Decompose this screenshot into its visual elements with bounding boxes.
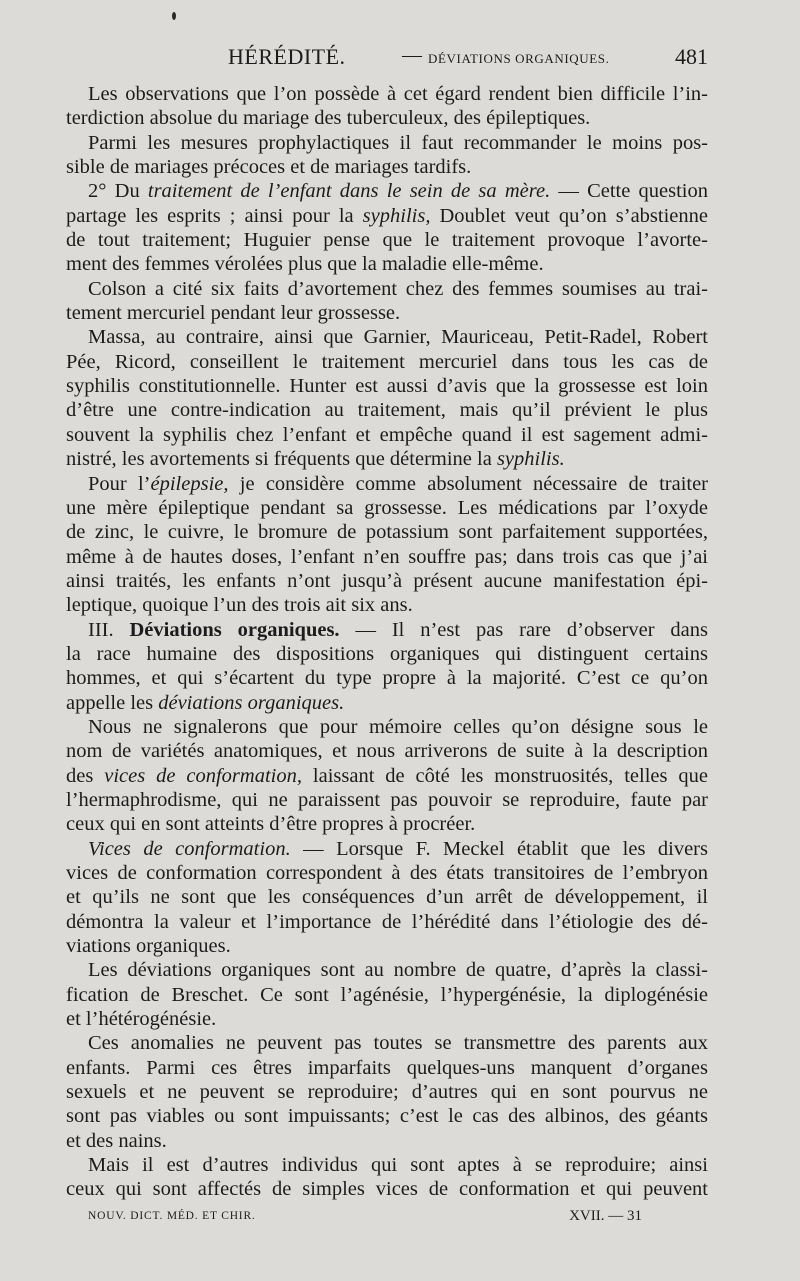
text-line: et qu’ils ne sont que les conséquences d’un arrêt de développement, il (66, 886, 708, 909)
text-line (66, 447, 708, 471)
text-line: Les observations que l’on possède à cet égard rendent bien difficile l’in- (88, 83, 708, 105)
text-run: Pour l’ (88, 472, 151, 495)
text-run: 2° Du (88, 180, 148, 203)
text-line (66, 204, 708, 228)
text-run: partage les esprits ; ainsi pour la (66, 204, 363, 227)
italic-run: épilepsie, (150, 472, 229, 495)
text-line: fication de Breschet. Ce sont l’agénésie, l’hypergénésie, la diplogénésie (66, 983, 708, 1006)
header-subtitle: DÉVIATIONS ORGANIQUES. (428, 51, 610, 66)
footer-volume: XVII. — 31 (569, 1208, 642, 1224)
text-line: même à de hautes doses, l’enfant n’en souffre pas; dans trois cas que j’ai (66, 545, 708, 568)
text-line (66, 472, 708, 496)
bold-run: Déviations organiques. (129, 618, 340, 641)
text-run: je considère comme absolument nécessaire de traiter (228, 472, 708, 495)
header-title: HÉRÉDITÉ. (228, 44, 346, 69)
italic-run: vices de conformation, (104, 764, 302, 787)
text-line: leptique, quoique l’un des trois ait six ans. (66, 594, 413, 617)
text-line: souvent la syphilis chez l’enfant et empêche quand il est sagement admi- (66, 423, 708, 446)
text-line: tement mercuriel pendant leur grossesse. (66, 302, 401, 325)
text-run: — Il n’est pas rare d’observer dans (339, 618, 708, 641)
text-line: d’être une contre-indication au traitement, mais qu’il prévient le plus (66, 399, 708, 422)
text-line: et des nains. (66, 1129, 167, 1152)
text-line: sont pas viables ou sont impuissants; c’est le cas des albinos, des géants (66, 1105, 708, 1128)
text-line: vices de conformation correspondent à des états transitoires de l’embryon (66, 862, 708, 884)
text-line: Colson a cité six faits d’avortement chez des femmes soumises au trai- (88, 277, 708, 300)
text-run: laissant de côté les monstruosités, telles que (301, 764, 708, 787)
text-run: — Cette question (550, 180, 708, 203)
italic-run: syphilis, (362, 204, 431, 227)
text-line: une mère épileptique pendant sa grossesse. Les médications par l’oxyde (66, 496, 708, 519)
text-run: Doublet veut qu’on s’abstienne (430, 204, 708, 227)
text-line: sexuels et ne peuvent se reproduire; d’autres qui en sont pourvus ne (66, 1081, 708, 1104)
text-line (66, 179, 708, 203)
text-run: appelle les (66, 691, 159, 714)
italic-run: traitement de l’enfant dans le sein de sa mère. (147, 180, 551, 203)
text-run: III. (88, 618, 130, 641)
text-line: viations organiques. (66, 935, 231, 958)
page-footer (88, 1210, 642, 1230)
page-number: 481 (675, 44, 708, 69)
text-line: terdiction absolue du mariage des tuberculeux, des épileptiques. (66, 107, 591, 130)
text-line: Parmi les mesures prophylactiques il faut recommander le moins pos- (88, 131, 708, 154)
text-line: ceux qui en sont atteints d’être propres à procréer. (66, 813, 476, 836)
text-line: hommes, et qui s’écartent du type propre à la majorité. C’est ce qu’on (66, 667, 708, 690)
text-line: Pée, Ricord, conseillent le traitement mercuriel dans tous les cas de (66, 350, 708, 373)
text-line (66, 837, 708, 861)
text-line (66, 618, 708, 642)
ink-speck (172, 12, 176, 20)
body-text (66, 82, 708, 1202)
text-line: la race humaine des dispositions organiques qui distinguent certains (66, 642, 708, 665)
text-line: nom de variétés anatomiques, et nous arriverons de suite à la description (66, 740, 708, 763)
footer-signature: NOUV. DICT. MÉD. ET CHIR. (88, 1210, 256, 1222)
text-line (66, 764, 708, 788)
italic-run: Vices de conformation. (88, 837, 291, 860)
text-line (66, 691, 708, 715)
text-line: ceux qui sont affectés de simples vices de conformation et qui peuvent (66, 1178, 708, 1201)
italic-run: syphilis. (496, 448, 565, 471)
text-line: et l’hétérogénésie. (66, 1008, 217, 1031)
text-line: démontra la valeur et l’importance de l’hérédité dans l’étiologie des dé- (66, 910, 708, 933)
text-line: l’hermaphrodisme, qui ne paraissent pas pouvoir se reproduire, faute par (66, 788, 708, 811)
text-line: Massa, au contraire, ainsi que Garnier, Mauriceau, Petit-Radel, Robert (88, 326, 708, 349)
text-line: enfants. Parmi ces êtres imparfaits quelques-uns manquent d’organes (66, 1056, 708, 1079)
text-line: Mais il est d’autres individus qui sont aptes à se reproduire; ainsi (88, 1154, 708, 1177)
text-line: de tout traitement; Huguier pense que le traitement provoque l’avorte- (66, 229, 708, 252)
text-run: des (66, 764, 105, 787)
text-line: ment des femmes vérolées plus que la maladie elle-même. (66, 253, 544, 276)
header-separator: — (402, 44, 422, 66)
text-line: sible de mariages précoces et de mariages tardifs. (66, 156, 472, 179)
text-run: — Lorsque F. Meckel établit que les divers (290, 837, 708, 860)
italic-run: déviations organiques. (158, 691, 345, 714)
text-run: nistré, les avortements si fréquents que détermine la (66, 448, 497, 471)
text-line: Ces anomalies ne peuvent pas toutes se transmettre des parents aux (88, 1032, 708, 1055)
text-line: Les déviations organiques sont au nombre de quatre, d’après la classi- (88, 959, 708, 982)
text-line: Nous ne signalerons que pour mémoire celles qu’on désigne sous le (88, 715, 708, 738)
running-header (66, 44, 708, 78)
text-line: syphilis constitutionnelle. Hunter est aussi d’avis que la grossesse est loin (66, 375, 708, 398)
text-line: ainsi traités, les enfants n’ont jusqu’à présent aucune manifestation épi- (66, 569, 708, 592)
text-line: de zinc, le cuivre, le bromure de potassium sont parfaitement supportées, (66, 521, 708, 544)
